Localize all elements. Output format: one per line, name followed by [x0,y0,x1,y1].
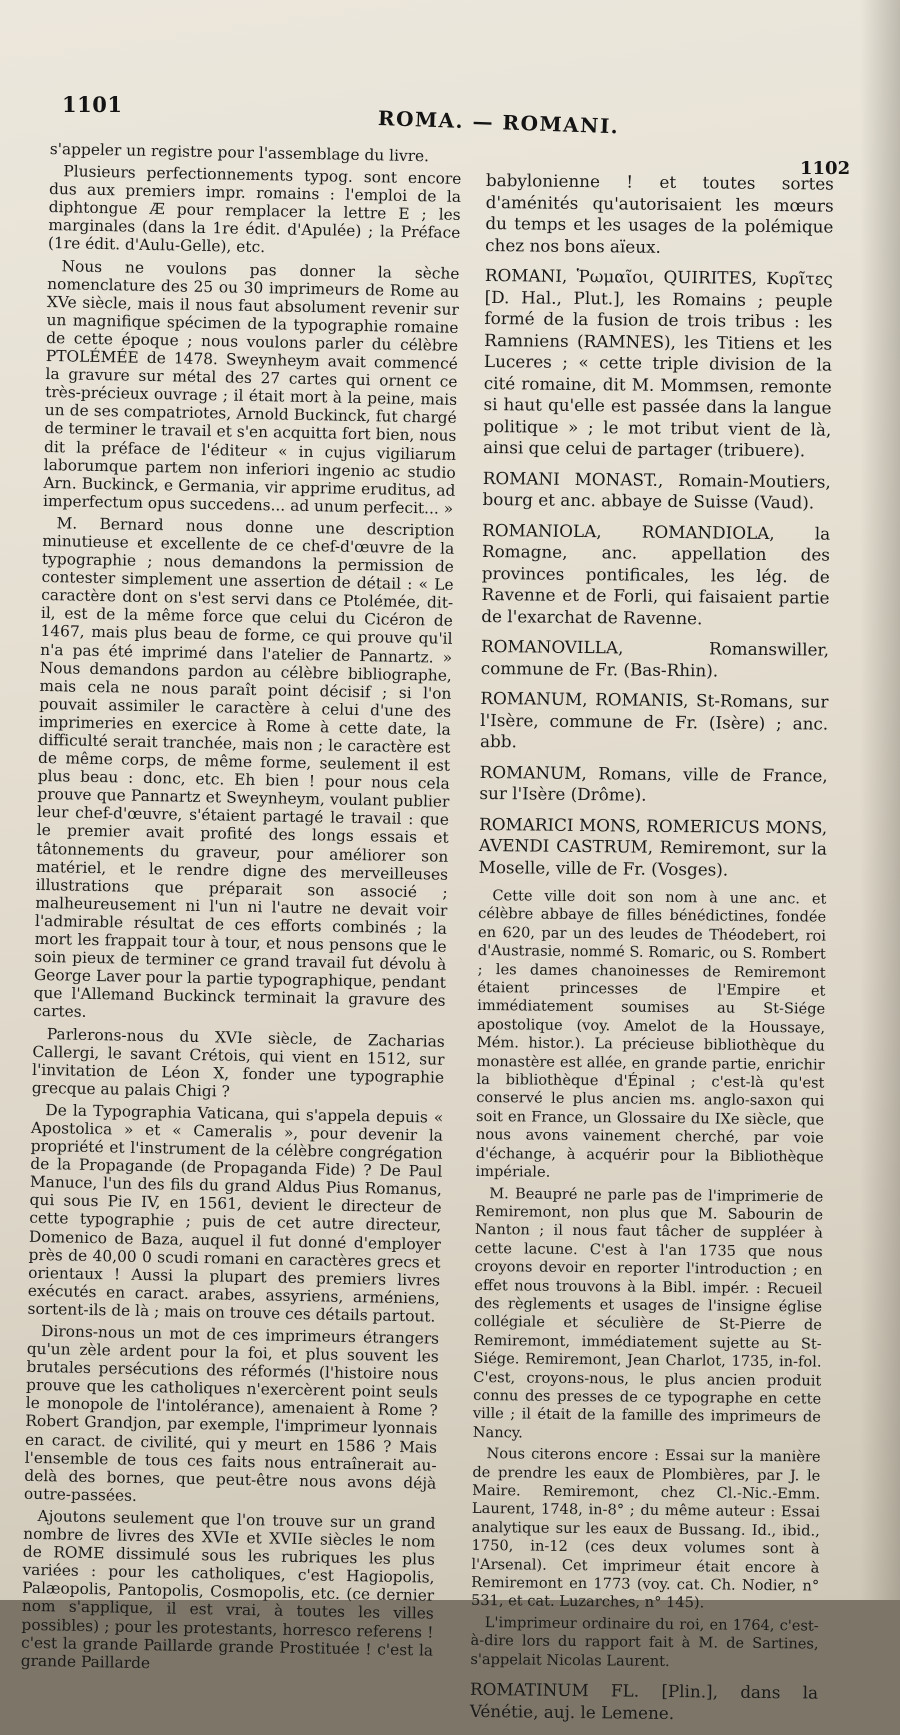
entry-note: M. Beaupré ne parle pas de l'imprimerie de Remiremont, non plus que M. Sabourin de Nanton ; il nous faut tâcher de suppléer à cette lacune. C'est à l'an 1735 que nous croyons devoir en reporter l'introduction ; en effet nous trouvons à la Bibl. impér. : Recueil des règlements et usages de l'insigne église collégiale et séculière de St-Pierre de Remiremont, immédiatement sujette au St-Siége. Remiremont, Jean Charlot, 1735, in-fol. C'est, croyons-nous, le plus ancien produit connu des presses de ce typographe en cette ville ; il était de la famille des imprimeurs de Nancy. [472,1184,824,1442]
dictionary-entry: ROMANOVILLA, Romanswiller, commune de Fr. (Bas-Rhin). [480,635,830,680]
dictionary-entry: ROMANIOLA, ROMANDIOLA, la Romagne, anc. appellation des provinces pontificales, les lég. de Ravenne et de Forli, qui faisaient partie de l'exarchat de Ravenne. [481,519,831,628]
dictionary-entry: ROMATINUM FL. [Plin.], dans la Vénétie, auj. le Lemene. [469,1678,819,1723]
paragraph: Dirons-nous un mot de ces imprimeurs étrangers qu'un zèle ardent pour la foi, et plus souvent les brutales persécutions des réformés (l'histoire nous prouve que les catholiques n'exercèrent point seuls le monopole de l'intolérance), amenaient à Rome ? Robert Grandjon, par exemple, l'imprimeur lyonnais en caract. de civilité, qui y meurt en 1586 ? Mais l'ensemble de tous ces faits nous entraînerait au-delà des bornes, que peut-être nous avons déjà outre-passées. [23,1322,440,1505]
paragraph: M. Bernard nous donne une description minutieuse et excellente de ce chef-d'œuvre de la typographie ; nous demandons la permission de contester simplement une assertion de détail : « Le caractère dont on s'est servi dans ce Ptolémée, dit-il, est de la même force que celui du Cicéron de 1467, mais plus beau de forme, ce qui prouve qu'il n'a pas été imprimé dans l'atelier de Pannartz. » Nous demandons pardon au célèbre bibliographe, mais cela ne nous paraît point décisif ; si l'on pouvait assimiler le caractère à celui d'une des imprimeries en exercice à Rome à cette date, la difficulté serait tranchée, mais non ; le caractère est de même corps, de même forme, seulement il est plus beau : donc, etc. Eh bien ! pour nous cela prouve que Pannartz et Sweynheym, voulant publier leur chef-d'œuvre, s'étaient partagé le travail : que le premier avait profité des longs essais et tâtonnements du graveur, pour améliorer son matériel, et le rendre digne des merveilleuses illustrations que préparait son associé ; malheureusement ni l'un ni l'autre ne devait voir l'admirable résultat de ces efforts combinés ; la mort les frappait tour à tour, et nous pensons que le soin pieux de terminer ce grand travail fut dévolu à George Laver pour la partie typographique, pendant que l'Allemand Buckinck terminait la gravure des cartes. [33,514,455,1022]
page-edge-shadow [860,0,900,1600]
dictionary-entry: ROMANUM, Romans, ville de France, sur l'Isère (Drôme). [479,761,828,805]
paragraph: De la Typographia Vaticana, qui s'appela depuis « Apostolica » et « Cameralis », pour devenir la propriété et l'instrument de la célèbre congrégation de la Propagande (de Propaganda Fide) ? De Paul Manuce, l'un des fils du grand Aldus Pius Romanus, qui sous Pie IV, en 1561, devient le directeur de cette typographie ; puis de cet autre directeur, Domenico de Baza, auquel il fut donné d'employer près de 40,00 0 scudi romani en caractères grecs et orientaux ! Aussi la plupart des premiers livres exécutés en caract. arabes, assyriens, arméniens, sortent-ils de là ; mais on trouve ces détails partout. [27,1100,444,1326]
entry-note: L'imprimeur ordinaire du roi, en 1764, c'est-à-dire lors du rapport fait à M. de Sartines, s'appelait Nicolas Laurent. [470,1613,819,1670]
right-column [470,170,834,1735]
paragraph: s'appeler un registre pour l'assemblage du livre. [49,140,430,166]
entry-note: Cette ville doit son nom à une anc. et célèbre abbaye de filles bénédictines, fondée en 620, par un des leudes de Théodebert, roi d'Austrasie, nommé S. Romaric, ou S. Rombert ; les dames chanoinesses de Remiremont étaient princesses de l'Empire et immédiatement soumises au St-Siége apostolique (voy. Amelot de la Houssaye, Mém. histor.). La précieuse bibliothèque du monastère est allée, en grande partie, enrichir la bibliothèque d'Épinal ; c'est-là qu'est conservé le plus ancien ms. anglo-saxon qui soit en France, un Glossaire du IXe siècle, que nous avons vainement cherché, par voie d'échange, à acquérir pour la Bibliothèque impériale. [475,887,827,1181]
dictionary-entry: ROMANI, Ῥωμαῖοι, QUIRITES, Κυρῖτες [D. Hal., Plut.], les Romains ; peuple formé de la fusion de trois tribus : les Ramniens (RAMNES), les Titiens et les Luceres ; « cette triple division de la cité romaine, dit M. Mommsen, remonte si haut qu'elle est passée dans la langue politique » ; le mot tribut vient de là, ainsi que celui de partager (tribuere). [482,264,833,461]
paragraph: babylonienne ! et toutes sortes d'aménités qu'autorisaient les mœurs du temps et les usages de la polémique chez nos bons aïeux. [485,170,834,257]
entry-note: Nous citerons encore : Essai sur la manière de prendre les eaux de Plombières, par J. le Maire. Remiremont, chez Cl.-Nic.-Emm. Laurent, 1748, in-8° ; du même auteur : Essai analytique sur les eaux de Bussang. Id., ibid., 1750, in-12 (ces deux volumes sont à l'Arsenal). Cet imprimeur était encore à Remiremont en 1773 (voy. cat. Ch. Nodier, n° 531, et cat. Luzarches, n° 145). [470,1445,821,1612]
left-column [21,140,462,1681]
page-number-left: 1101 [62,92,123,117]
paragraph: Nous ne voulons pas donner la sèche nomenclature des 25 ou 30 imprimeurs de Rome au XVe siècle, mais il nous faut absolument revenir sur un magnifique spécimen de la typographie romaine de cette époque ; nous voulons parler du célèbre PTOLÉMÉE de 1478. Sweynheym avait commencé la gravure sur métal des 27 cartes qui ornent ce très-précieux ouvrage ; il était mort à la peine, mais un de ses compatriotes, Arnold Buckinck, fut chargé de terminer le travail et s'en acquitta fort bien, nous dit la préface de l'éditeur « in cujus vigiliarum laborumque partem non inferiori ingenio ac studio Arn. Buckinck, e Germania, vir apprime eruditus, ad imperfectum opus succedens... ad unum perfecit... » [42,256,460,518]
dictionary-entry: ROMANUM, ROMANIS, St-Romans, sur l'Isère, commune de Fr. (Isère) ; anc. abb. [479,687,829,752]
page-number-right: 1102 [800,158,851,179]
paragraph: Ajoutons seulement que l'on trouve sur un grand nombre de livres des XVIe et XVIIe siècles le nom de ROME dissimulé sous les rubriques les plus variées : pour les catholiques, c'est Hagiopolis, Palæopolis, Pantopolis, Cosmopolis, etc. (ce dernier nom s'applique, il est vrai, à toutes les villes possibles) ; pour les protestants, horresco referens ! c'est la grande Paillarde grande Prostituée ! c'est la grande Paillarde [20,1506,436,1672]
paragraph: Plusieurs perfectionnements typog. sont encore dus aux premiers impr. romains : l'emploi de la diphtongue Æ pour remplacer la lettre E ; les marginales (dans la 1re édit. d'Apulée) ; la Préface (1re édit. d'Aulu-Gelle), etc. [47,162,462,257]
dictionary-entry: ROMARICI MONS, ROMERICUS MONS, AVENDI CASTRUM, Remiremont, sur la Moselle, ville de Fr. (Vosges). [478,813,828,880]
running-title: ROMA. — ROMANI. [377,106,620,139]
paragraph: Parlerons-nous du XVIe siècle, de Zacharias Callergi, le savant Crétois, qui vient en 1512, sur l'invitation de Léon X, fonder une typographie grecque au palais Chigi ? [31,1024,445,1101]
dictionary-entry: ROMANI MONAST., Romain-Moutiers, bourg et anc. abbaye de Suisse (Vaud). [482,467,831,513]
